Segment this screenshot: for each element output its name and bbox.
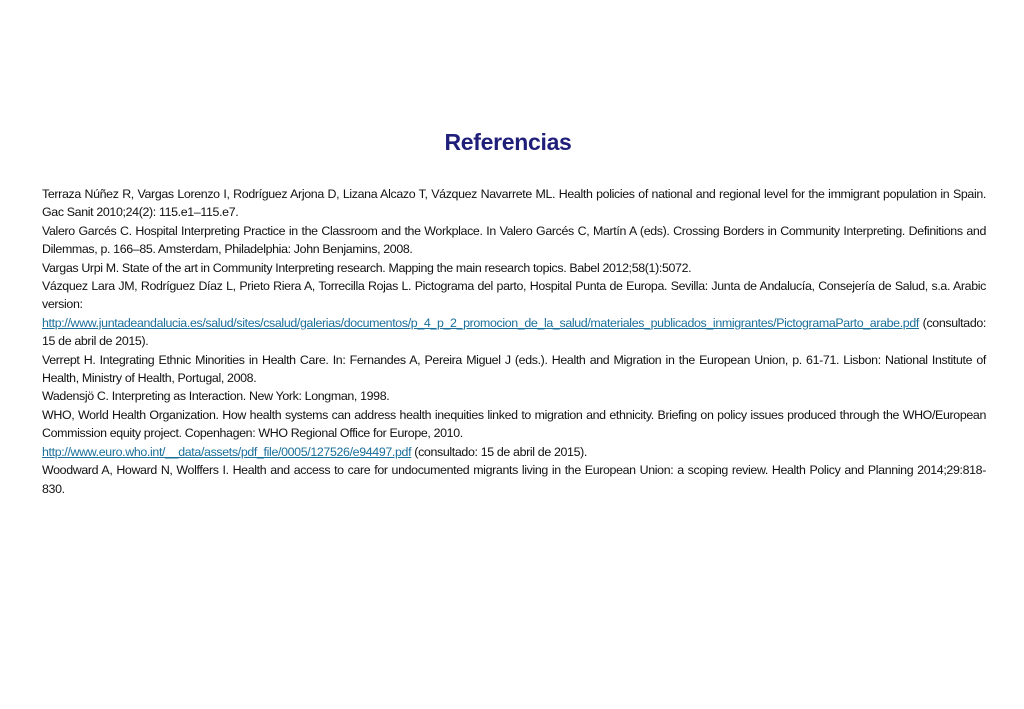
- page-title: Referencias: [444, 129, 572, 155]
- reference-link-line: [42, 314, 986, 351]
- pictograma-parto-link[interactable]: http://www.juntadeandalucia.es/salud/sites/csalud/galerias/documentos/p_4_p_2_promocion_de_la_salud/materiales_publicados_inmigrantes/PictogramaParto_arabe.pdf: [42, 315, 919, 330]
- consultation-date-note: (consultado: 15 de abril de 2015).: [411, 444, 588, 459]
- reference-entry: Valero Garcés C. Hospital Interpreting Practice in the Classroom and the Workplace. In Valero Garcés C, Martín A (eds). Crossing Borders in Community Interpreting. Definitions and Dilemmas, p. 166–85. Amsterdam, Philadelphia: John Benjamins, 2008.: [42, 223, 986, 257]
- reference-entry: Vázquez Lara JM, Rodríguez Díaz L, Prieto Riera A, Torrecilla Rojas L. Pictograma del parto, Hospital Punta de Europa. Sevilla: Junta de Andalucía, Consejería de Salud, s.a. Arabic version:: [42, 279, 986, 312]
- reference-entry: Terraza Núñez R, Vargas Lorenzo I, Rodríguez Arjona D, Lizana Alcazo T, Vázquez Navarrete ML. Health policies of national and regional level for the immigrant population in Spain. Gac Sanit 2010;24(2): 115.e1–115.e7.: [42, 187, 986, 220]
- reference-list: [42, 185, 986, 498]
- reference-entry: WHO, World Health Organization. How health systems can address health inequities linked to migration and ethnicity. Briefing on policy issues produced through the WHO/European Commission equity project. Copenhagen: WHO Regional Office for Europe, 2010.: [42, 407, 986, 441]
- consultation-date-note: (consultado: 15 de abril de 2015).: [42, 315, 986, 349]
- reference-entry: Verrept H. Integrating Ethnic Minorities in Health Care. In: Fernandes A, Pereira Miguel J (eds.). Health and Migration in the European Union, p. 61-71. Lisbon: National Institute of Health, Ministry of Health, Portugal, 2008.: [42, 352, 986, 386]
- reference-entry: Wadensjö C. Interpreting as Interaction. New York: Longman, 1998.: [42, 389, 390, 404]
- reference-link-line: [42, 443, 986, 461]
- reference-entry: Woodward A, Howard N, Wolffers I. Health and access to care for undocumented migrants living in the European Union: a scoping review. Health Policy and Planning 2014;29:818-830.: [42, 463, 986, 496]
- reference-entry: Vargas Urpi M. State of the art in Community Interpreting research. Mapping the main research topics. Babel 2012;58(1):5072.: [42, 260, 692, 275]
- who-report-link[interactable]: http://www.euro.who.int/__data/assets/pdf_file/0005/127526/e94497.pdf: [42, 444, 412, 459]
